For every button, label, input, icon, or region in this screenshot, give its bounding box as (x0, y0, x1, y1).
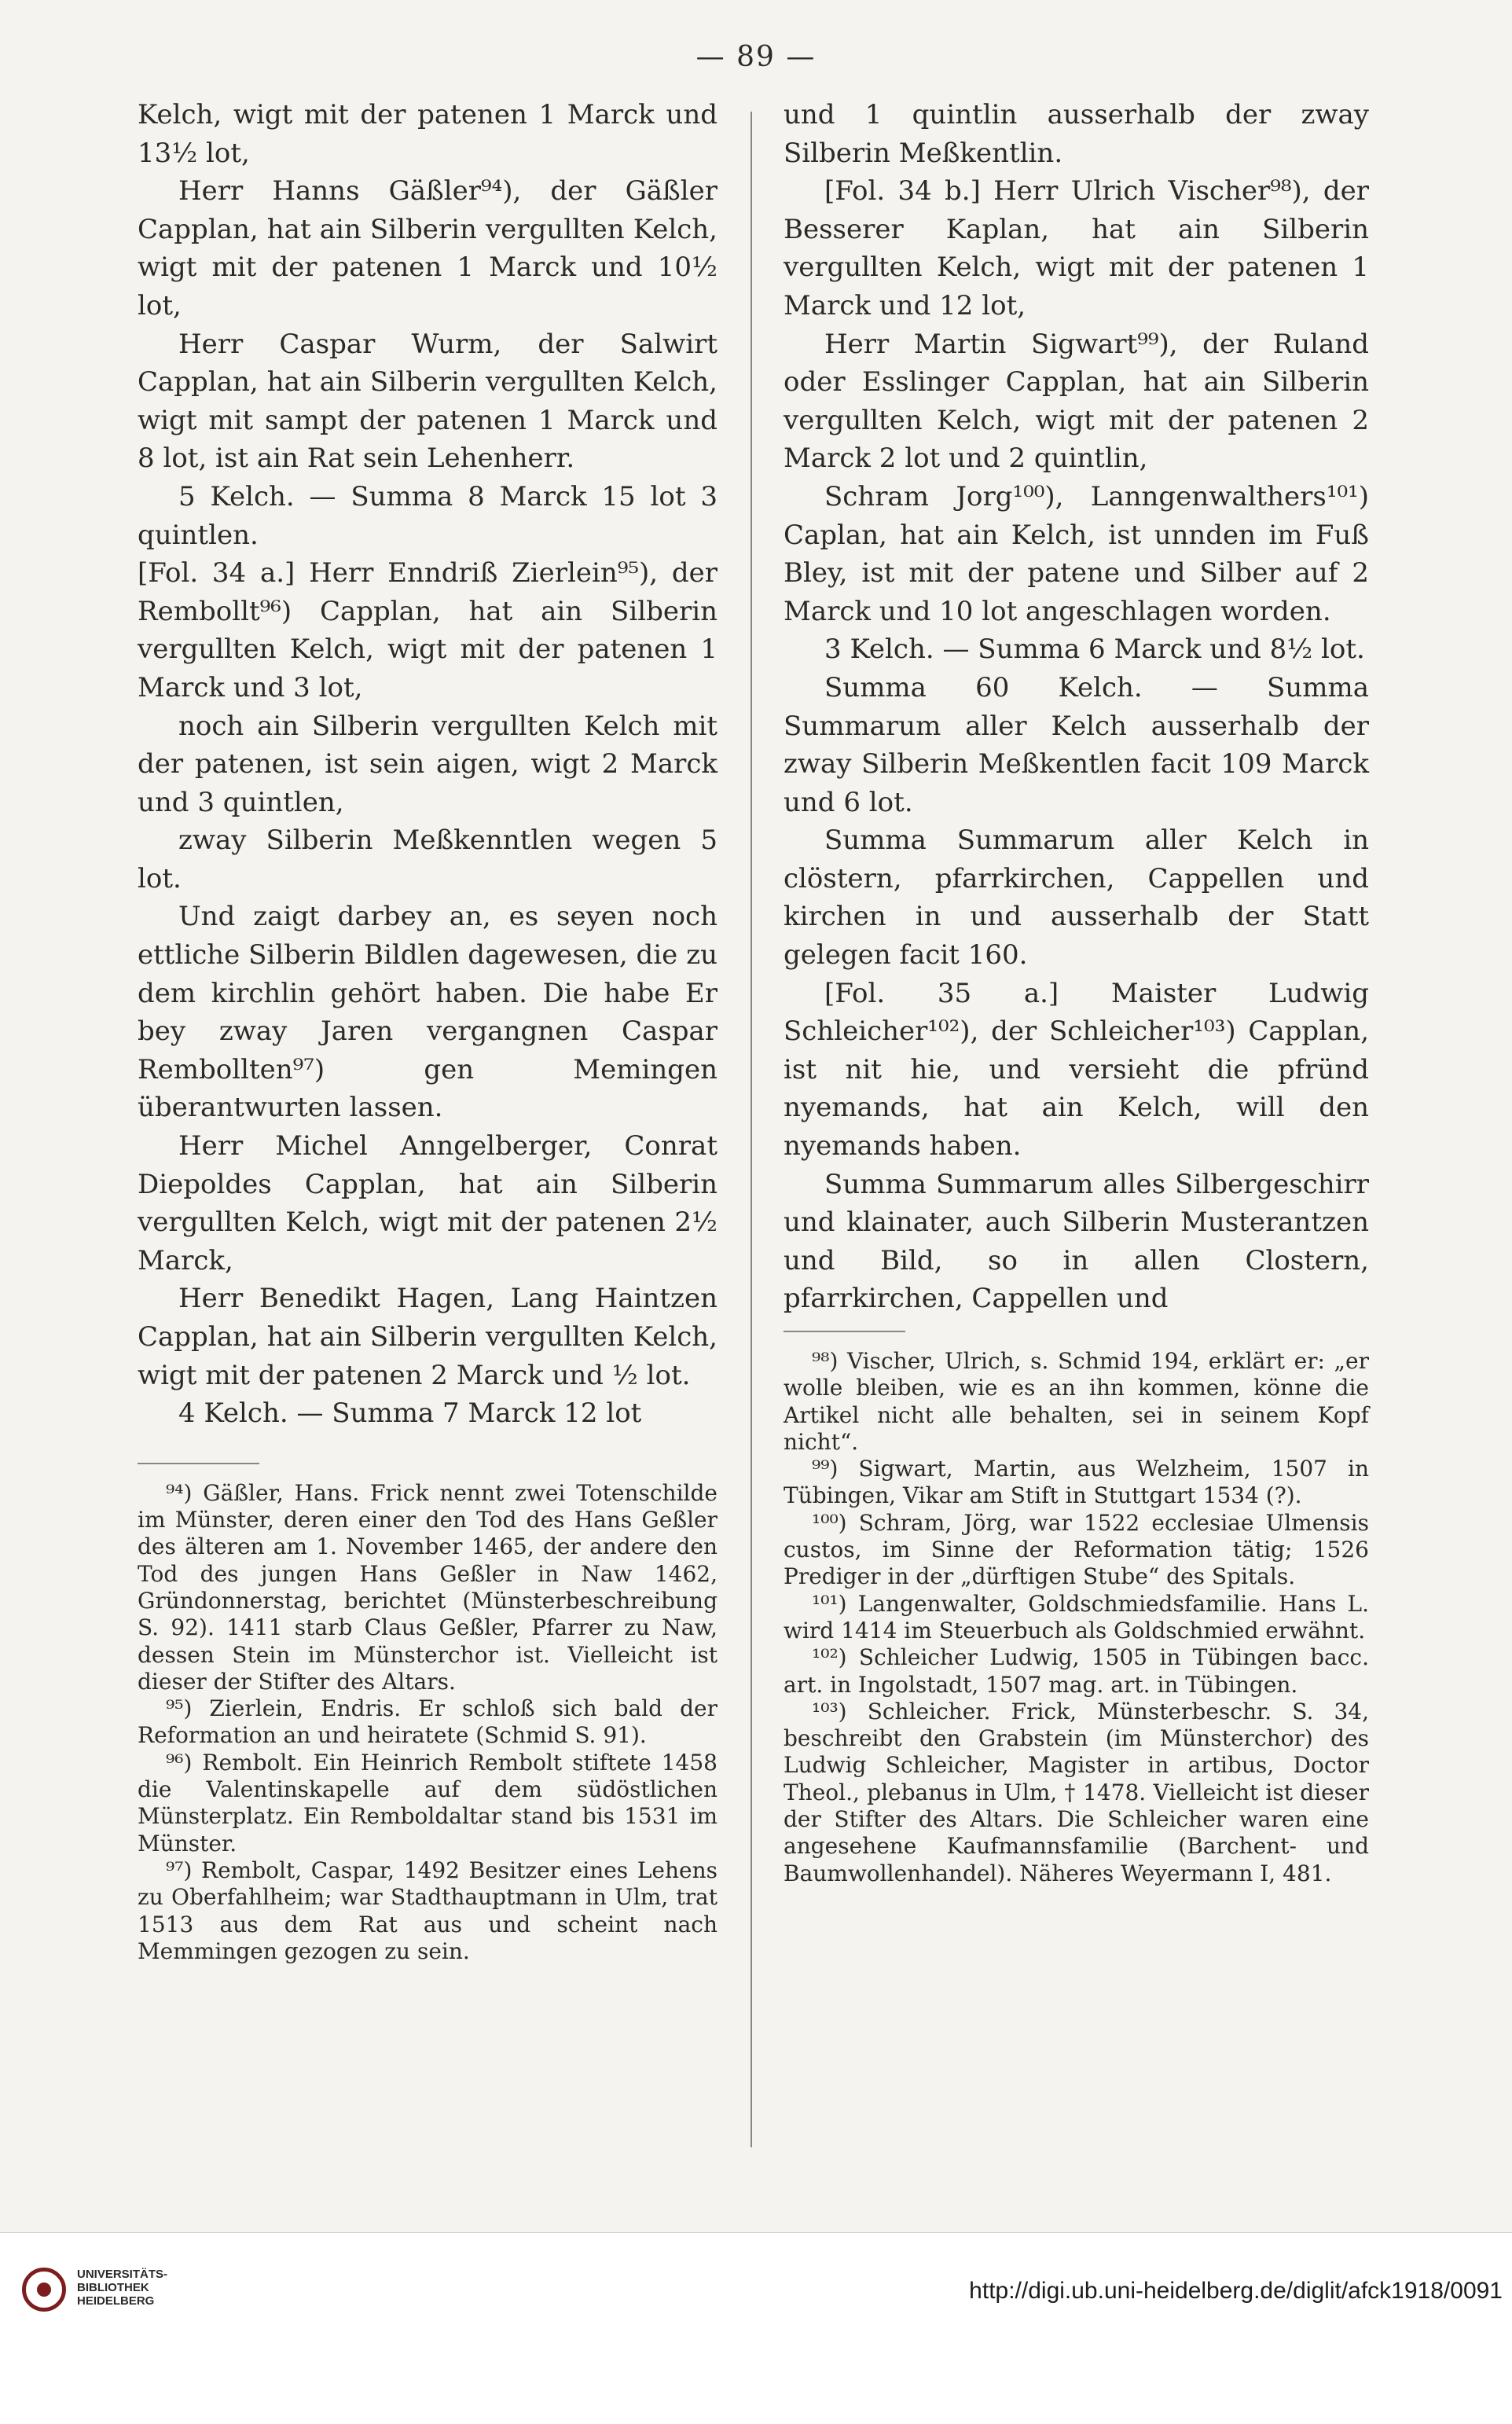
footnote-divider (138, 1463, 259, 1464)
seal-icon (22, 2268, 66, 2312)
left-column (138, 96, 717, 1965)
body-paragraph: Summa 60 Kelch. — Summa Summarum aller Kelch ausserhalb der zway Silberin Meßkentlen facit 109 Marck und 6 lot. (784, 671, 1369, 818)
body-paragraph: Herr Hanns Gäßler⁹⁴), der Gäßler Capplan, hat ain Silberin vergullten Kelch, wigt mit der patenen 1 Marck und 10½ lot, (138, 175, 717, 321)
footnote: ⁹⁵) Zierlein, Endris. Er schloß sich bald der Reformation an und heiratete (Schmid S. 91). (138, 1695, 717, 1749)
body-paragraph: und 1 quintlin ausserhalb der zway Silberin Meßkentlin. (784, 99, 1369, 169)
body-paragraph: 3 Kelch. — Summa 6 Marck und 8½ lot. (824, 634, 1365, 666)
library-logo-text (77, 2268, 218, 2308)
body-paragraph: Schram Jorg¹⁰⁰), Lanngenwalthers¹⁰¹) Caplan, hat ain Kelch, ist unnden im Fuß Bley, ist mit der patene und Silber auf 2 Marck und 10 lot angeschlagen worden. (784, 480, 1369, 627)
footnote: ⁹⁹) Sigwart, Martin, aus Welzheim, 1507 in Tübingen, Vikar am Stift in Stuttgart 1534 (?). (784, 1456, 1369, 1509)
body-paragraph: Summa Summarum aller Kelch in clöstern, pfarrkirchen, Cappellen und kirchen in und ausserhalb der Statt gelegen facit 160. (784, 825, 1369, 971)
logo-line: HEIDELBERG (77, 2294, 155, 2308)
permalink-url[interactable]: http://digi.ub.uni-heidelberg.de/diglit/afck1918/0091 (969, 2278, 1503, 2304)
body-paragraph: noch ain Silberin vergullten Kelch mit der patenen, ist sein aigen, wigt 2 Marck und 3 quintlen, (138, 710, 717, 818)
footnote-divider (784, 1331, 905, 1332)
body-paragraph: 5 Kelch. — Summa 8 Marck 15 lot 3 quintlen. (138, 480, 717, 551)
body-paragraph: Herr Martin Sigwart⁹⁹), der Ruland oder Esslinger Capplan, hat ain Silberin vergullten Kelch, wigt mit der patenen 2 Marck 2 lot und 2 quintlin, (784, 328, 1369, 475)
page-number: — 89 — (695, 41, 817, 73)
body-paragraph: Herr Caspar Wurm, der Salwirt Capplan, hat ain Silberin vergullten Kelch, wigt mit sampt der patenen 1 Marck und 8 lot, ist ain Rat sein Lehenherr. (138, 328, 717, 475)
footnote: ¹⁰¹) Langenwalter, Goldschmiedsfamilie. Hans L. wird 1414 im Steuerbuch als Goldschmied erwähnt. (784, 1590, 1369, 1644)
logo-line: BIBLIOTHEK (77, 2281, 149, 2294)
body-paragraph: [Fol. 34 b.] Herr Ulrich Vischer⁹⁸), der Besserer Kaplan, hat ain Silberin vergullten Kelch, wigt mit der patenen 1 Marck und 12 lot, (784, 175, 1369, 321)
body-paragraph: [Fol. 35 a.] Maister Ludwig Schleicher¹⁰²), der Schleicher¹⁰³) Capplan, ist nit hie, und versieht die pfründ nyemands, hat ain Kelch, will den nyemands haben. (784, 977, 1369, 1162)
viewer-footer (0, 2232, 1512, 2424)
body-paragraph: Kelch, wigt mit der patenen 1 Marck und 13½ lot, (138, 99, 717, 169)
body-paragraph: 4 Kelch. — Summa 7 Marck 12 lot (178, 1397, 642, 1430)
body-paragraph: Und zaigt darbey an, es seyen noch ettliche Silberin Bildlen dagewesen, die zu dem kirchlin gehört haben. Die habe Er bey zway Jaren vergangnen Caspar Rembollten⁹⁷) gen Memingen überantwurten lassen. (138, 901, 717, 1124)
footnote: ¹⁰³) Schleicher. Frick, Münsterbeschr. S. 34, beschreibt den Grabstein (im Münsterchor) des Ludwig Schleicher, Magister in artibus, Doctor Theol., plebanus in Ulm, † 1478. Vielleicht ist dieser der Stifter des Altars. Die Schleicher waren eine angesehene Kaufmannsfamilie (Barchent- und Baumwollenhandel). Näheres Weyermann I, 481. (784, 1698, 1369, 1886)
body-paragraph: zway Silberin Meßkenntlen wegen 5 lot. (138, 825, 717, 894)
body-paragraph: Summa Summarum alles Silbergeschirr und klainater, auch Silberin Musterantzen und Bild, so in allen Clostern, pfarrkirchen, Cappellen und (784, 1168, 1369, 1315)
footnote: ⁹⁴) Gäßler, Hans. Frick nennt zwei Totenschilde im Münster, deren einer den Tod des Hans Geßler des älteren am 1. November 1465, der andere den Tod des jungen Hans Geßler in Naw 1462, Gründonnerstag, berichtet (Münsterbeschreibung S. 92). 1411 starb Claus Geßler, Pfarrer zu Naw, dessen Stein im Münsterchor ist. Vielleicht ist dieser der Stifter des Altars. (138, 1479, 717, 1695)
body-paragraph: Herr Michel Anngelberger, Conrat Diepoldes Capplan, hat ain Silberin vergullten Kelch, wigt mit der patenen 2½ Marck, (138, 1130, 717, 1276)
footnote: ¹⁰²) Schleicher Ludwig, 1505 in Tübingen bacc. art. in Ingolstadt, 1507 mag. art. in Tübingen. (784, 1644, 1369, 1698)
footnote: ⁹⁸) Vischer, Ulrich, s. Schmid 194, erklärt er: „er wolle bleiben, wie es an ihn kommen, könne die Artikel nicht alle behalten, sei in seinem Kopf nicht“. (784, 1348, 1369, 1455)
footnote: ⁹⁷) Rembolt, Caspar, 1492 Besitzer eines Lehens zu Oberfahlheim; war Stadthauptmann in Ulm, trat 1513 aus dem Rat aus und scheint nach Memmingen gezogen zu sein. (138, 1857, 717, 1964)
body-paragraph: [Fol. 34 a.] Herr Enndriß Zierlein⁹⁵), der Rembollt⁹⁶) Capplan, hat ain Silberin vergullten Kelch, wigt mit der patenen 1 Marck und 3 lot, (138, 557, 717, 703)
column-divider (750, 112, 752, 2147)
logo-line: UNIVERSITÄTS- (77, 2268, 168, 2281)
footnote: ⁹⁶) Rembolt. Ein Heinrich Rembolt stiftete 1458 die Valentinskapelle auf dem südöstlichen Münsterplatz. Ein Remboldaltar stand bis 1531 im Münster. (138, 1749, 717, 1857)
footnote: ¹⁰⁰) Schram, Jörg, war 1522 ecclesiae Ulmensis custos, im Sinne der Reformation tätig; 1526 Prediger in der „dürftigen Stube“ des Spitals. (784, 1509, 1369, 1590)
right-column (784, 96, 1369, 1887)
library-logo[interactable] (22, 2268, 211, 2362)
body-paragraph: Herr Benedikt Hagen, Lang Haintzen Capplan, hat ain Silberin vergullten Kelch, wigt mit der patenen 2 Marck und ½ lot. (138, 1283, 717, 1391)
